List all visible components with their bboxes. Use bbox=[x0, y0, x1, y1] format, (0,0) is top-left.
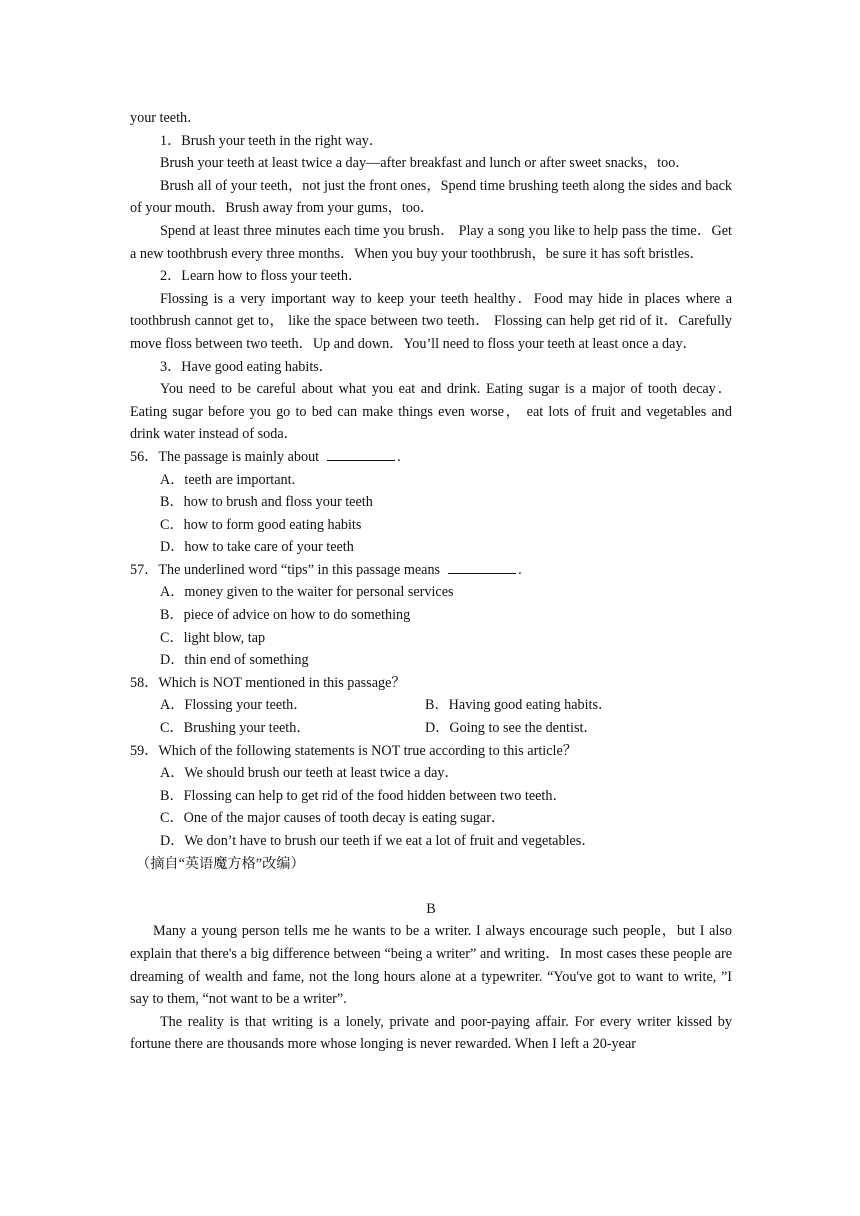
spacer bbox=[130, 875, 732, 898]
question-59-option-d: D．We don’t have to brush our teeth if we eat a lot of fruit and vegetables． bbox=[160, 833, 596, 849]
question-58-options-row-1 bbox=[130, 694, 732, 717]
question-stem: 57．The underlined word “tips” in this passage means bbox=[130, 561, 441, 578]
question-stem: 56．The passage is mainly about bbox=[130, 448, 320, 465]
question-56-option-d: D．how to take care of your teeth bbox=[160, 539, 354, 556]
question-58-option-d: D．Going to see the dentist． bbox=[425, 720, 598, 737]
question-57-option-a: A．money given to the waiter for personal services bbox=[160, 584, 454, 601]
section-b-paragraph-2: The reality is that writing is a lonely, private and poor-paying affair. For every writer kissed by fortune there are thousands more whose longing is never rewarded. When I left a 20-year bbox=[130, 1013, 732, 1053]
tip2-paragraph-1: Flossing is a very important way to keep your teeth healthy．Food may hide in places where a toothbrush cannot get to， like the space between two teeth． Flossing can help get rid of it．Carefully move floss between two teeth．Up and down．You’ll need to floss your teeth at least once a day． bbox=[130, 290, 732, 352]
tip1-paragraph-2: Brush all of your teeth，not just the front ones，Spend time brushing teeth along the sides and back of your mouth．Brush away from your gums，too． bbox=[130, 177, 732, 217]
question-57 bbox=[130, 559, 732, 582]
intro-tail-text: your teeth． bbox=[130, 110, 202, 126]
question-56-option-b: B．how to brush and floss your teeth bbox=[160, 494, 373, 511]
tip2-heading: 2．Learn how to floss your teeth． bbox=[160, 268, 363, 285]
question-56-option-c: C．how to form good eating habits bbox=[160, 516, 362, 533]
source-note: （摘自“英语魔方格”改编） bbox=[136, 855, 305, 872]
question-58-option-c: C．Brushing your teeth． bbox=[160, 720, 311, 737]
tip3-heading: 3．Have good eating habits． bbox=[160, 358, 333, 375]
question-59-option-a: A．We should brush our teeth at least twice a day． bbox=[160, 765, 459, 782]
question-57-option-c: C．light blow, tap bbox=[160, 629, 266, 646]
tip1-heading: 1．Brush your teeth in the right way． bbox=[160, 132, 384, 149]
question-58-option-b: B．Having good eating habits． bbox=[425, 697, 613, 714]
answer-blank[interactable] bbox=[448, 560, 516, 574]
question-57-option-b: B．piece of advice on how to do something bbox=[160, 607, 411, 624]
question-56-option-a: A．teeth are important. bbox=[160, 471, 296, 488]
question-56 bbox=[130, 446, 732, 469]
document-body bbox=[130, 107, 732, 1056]
question-end: . bbox=[518, 561, 522, 578]
question-59: 59．Which of the following statements is NOT true according to this article？ bbox=[130, 742, 577, 759]
question-59-option-b: B．Flossing can help to get rid of the food hidden between two teeth． bbox=[160, 787, 567, 804]
question-58-options-row-2 bbox=[130, 717, 732, 740]
question-57-option-d: D．thin end of something bbox=[160, 652, 309, 669]
question-58-option-a: A．Flossing your teeth． bbox=[160, 697, 308, 714]
answer-blank[interactable] bbox=[327, 447, 395, 461]
tip3-paragraph-1: You need to be careful about what you eat and drink. Eating sugar is a major of tooth decay． Eating sugar before you go to bed can make things even worse， eat lots of fruit and vegetables and drink water instead of soda． bbox=[130, 381, 732, 443]
question-59-option-c: C．One of the major causes of tooth decay is eating sugar． bbox=[160, 810, 506, 827]
section-b-paragraph-1: Many a young person tells me he wants to be a writer. I always encourage such people，but I also explain that there's a big difference between “being a writer” and writing．In most cases these people are dreaming of wealth and fame, not the long hours alone at a typewriter. “You've got to want to write, ”I say to them, “not want to be a writer”. bbox=[130, 923, 732, 1008]
question-end: . bbox=[397, 448, 401, 465]
tip1-paragraph-1: Brush your teeth at least twice a day—after breakfast and lunch or after sweet snacks，too． bbox=[160, 155, 690, 172]
question-58: 58．Which is NOT mentioned in this passage？ bbox=[130, 674, 406, 691]
section-b-heading: B bbox=[426, 900, 436, 917]
tip1-paragraph-3: Spend at least three minutes each time you brush． Play a song you like to help pass the time．Get a new toothbrush every three months．When you buy your toothbrush，be sure it has soft bristles． bbox=[130, 222, 732, 262]
